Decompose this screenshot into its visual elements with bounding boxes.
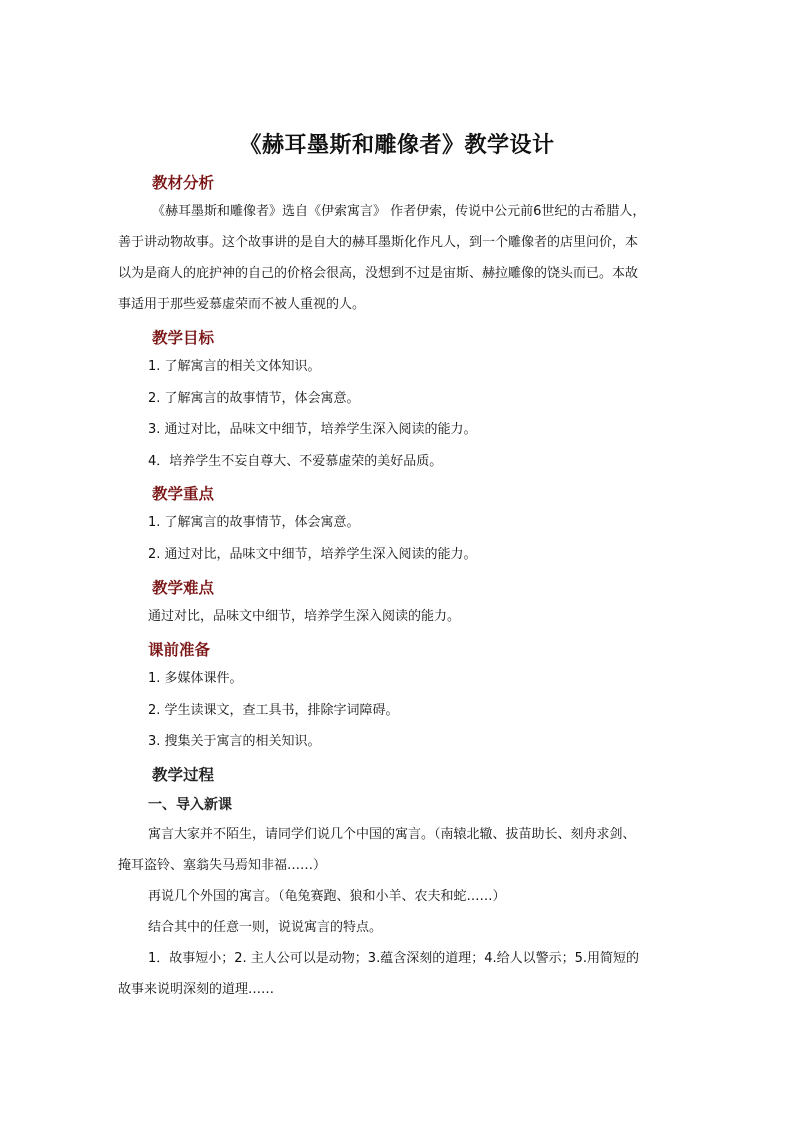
paragraph-line: 掩耳盗铃、塞翁失马焉知非福……） xyxy=(118,858,327,873)
heading-textbook-analysis: 教材分析 xyxy=(152,174,215,192)
list-item: 3. 通过对比，品味文中细节，培养学生深入阅读的能力。 xyxy=(148,422,477,437)
paragraph-line: 寓言大家并不陌生，请同学们说几个中国的寓言。（南辕北辙、拔苗助长、刻舟求剑、 xyxy=(148,827,636,842)
document-title: 《赫耳墨斯和雕像者》教学设计 xyxy=(239,132,555,158)
heading-difficulties: 教学难点 xyxy=(152,579,215,597)
paragraph-line: 善于讲动物故事。这个故事讲的是自大的赫耳墨斯化作凡人，到一个雕像者的店里问价，本 xyxy=(118,235,639,250)
paragraph-line: 事适用于那些爱慕虚荣而不被人重视的人。 xyxy=(118,297,366,312)
paragraph-line: 1．故事短小；2. 主人公可以是动物；3.蕴含深刻的道理；4.给人以警示；5.用简短的 xyxy=(148,951,640,966)
paragraph-line: 通过对比，品味文中细节，培养学生深入阅读的能力。 xyxy=(148,609,461,624)
heading-key-points: 教学重点 xyxy=(152,485,215,503)
paragraph-line: 再说几个外国的寓言。（龟兔赛跑、狼和小羊、农夫和蛇……） xyxy=(148,889,506,904)
list-item: 1. 多媒体课件。 xyxy=(148,671,243,686)
heading-preparation: 课前准备 xyxy=(148,641,211,659)
paragraph-line: 故事来说明深刻的道理…… xyxy=(118,982,275,997)
list-item: 2. 了解寓言的故事情节，体会寓意。 xyxy=(148,391,360,406)
paragraph-line: 《赫耳墨斯和雕像者》选自《伊索寓言》 作者伊索，传说中公元前6世纪的古希腊人， xyxy=(152,204,646,219)
list-item: 1. 了解寓言的相关文体知识。 xyxy=(148,359,321,374)
list-item: 2. 通过对比，品味文中细节，培养学生深入阅读的能力。 xyxy=(148,547,477,562)
list-item: 1. 了解寓言的故事情节，体会寓意。 xyxy=(148,515,360,530)
paragraph-line: 以为是商人的庇护神的自己的价格会很高，没想到不过是宙斯、赫拉雕像的饶头而已。本故 xyxy=(118,266,639,281)
list-item: 2. 学生读课文，查工具书，排除字词障碍。 xyxy=(148,703,399,718)
list-item: 3. 搜集关于寓言的相关知识。 xyxy=(148,734,321,749)
subheading-intro: 一、导入新课 xyxy=(148,797,232,813)
list-item: 4．培养学生不妄自尊大、不爱慕虚荣的美好品质。 xyxy=(148,454,443,469)
paragraph-line: 结合其中的任意一则，说说寓言的特点。 xyxy=(148,920,383,935)
heading-teaching-process: 教学过程 xyxy=(152,766,215,784)
heading-teaching-goals: 教学目标 xyxy=(152,329,215,347)
